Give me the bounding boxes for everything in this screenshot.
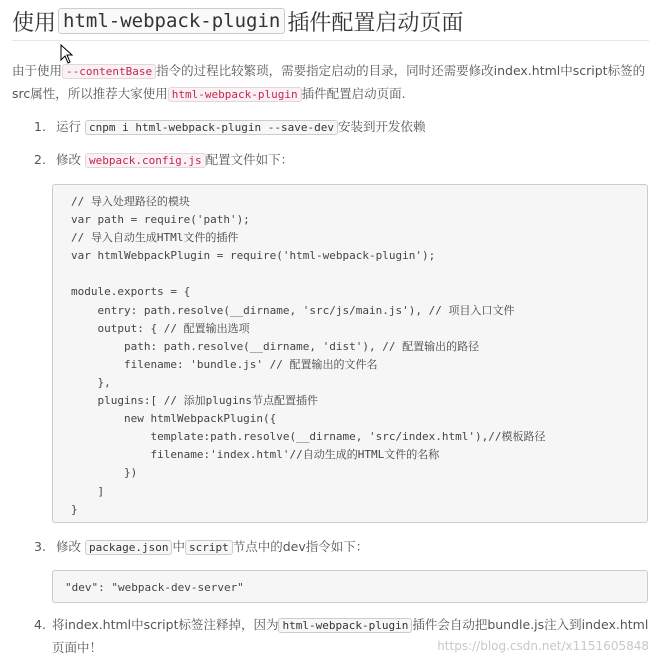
intro-paragraph [12, 60, 652, 106]
page-title [12, 4, 463, 38]
step-text-mid: 中 [172, 539, 185, 554]
step-text: 修改 [55, 152, 81, 167]
intro-code-contentbase: --contentBase [62, 64, 156, 79]
code-block-webpack-config [52, 184, 648, 523]
intro-text-3: 插件配置启动页面. [301, 86, 406, 101]
code-block-package-json [52, 570, 648, 603]
watermark: https://blog.csdn.net/x1151605848 [437, 639, 649, 653]
step-code: cnpm i html-webpack-plugin --save-dev [85, 120, 338, 135]
step-code: webpack.config.js [85, 153, 206, 168]
step-number: 1. [34, 119, 46, 134]
intro-text-2: 指令的过程比较繁琐，需要指定启动的目录，同时还需要修改index.html中script标签的src属性，所以推荐大家使用 [12, 63, 646, 101]
step-text-end: 配置文件如下： [205, 152, 294, 167]
step-text-end: 安装到开发依赖 [338, 119, 426, 134]
intro-code-plugin: html-webpack-plugin [168, 87, 302, 102]
intro-text-1: 由于使用 [12, 63, 63, 78]
step-number: 3. [34, 539, 46, 554]
step-text: 将index.html中script标签注释掉，因为 [52, 617, 279, 632]
title-divider [12, 40, 649, 41]
step-number: 4. [34, 617, 46, 632]
step-code: html-webpack-plugin [278, 618, 412, 633]
step-1 [34, 116, 426, 139]
step-code: package.json [85, 540, 172, 555]
step-code-2: script [185, 540, 233, 555]
step-text: 运行 [55, 119, 81, 134]
step-2 [34, 149, 293, 172]
title-code: html-webpack-plugin [58, 8, 285, 34]
step-text: 修改 [55, 539, 81, 554]
step-3 [34, 536, 368, 559]
step-text-end: 节点中的dev指令如下： [232, 539, 369, 554]
code-content-2: "dev": "webpack-dev-server" [65, 581, 244, 594]
title-prefix: 使用 [12, 10, 57, 36]
step-text-end: 插件会自动把bundle.js注入到index.html页面中！ [52, 617, 649, 655]
step-number: 2. [34, 152, 46, 167]
title-suffix: 插件配置启动页面 [287, 10, 464, 36]
code-content: // 导入处理路径的模块 var path = require('path'); // 导入自动生成HTMl文件的插件 var htmlWebpackPlugin = require('html-webpack-plugin'); module.exports = { entry: path.resolve(__dirname, 'src/js/main.js'), // 项目入口文件 output: { // 配置输出选项 path: path.resolve(__dirname, 'dist'), // 配置输出的路径 filename: 'bundle.js' // 配置输出的文件名 }, plugins:[ // 添加plugins节点配置插件 new htmlWebpackPlugin({ template:path.resolve(__dirname, 'src/index.html'),//模板路径 filename:'index.html'//自动生成的HTML文件的名称 }) ] } [71, 195, 546, 516]
